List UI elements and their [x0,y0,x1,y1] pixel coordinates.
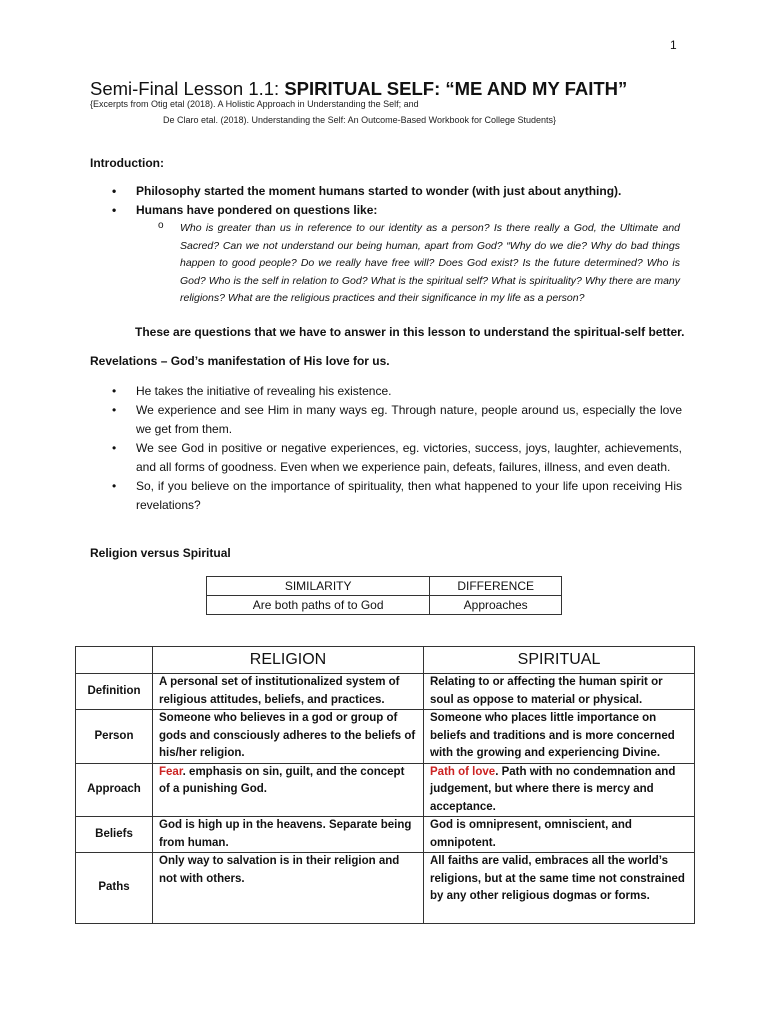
row-label: Beliefs [76,817,153,853]
list-item: • Humans have pondered on questions like: [112,201,682,220]
title-main: SPIRITUAL SELF: “ME AND MY FAITH” [284,78,628,99]
citation-line-1: {Excerpts from Otig etal (2018). A Holistic Approach in Understanding the Self; and [90,99,419,109]
table-row [76,674,695,710]
list-item: • He takes the initiative of revealing his existence. [112,382,682,401]
table-row [76,853,695,924]
spiritual-cell: All faiths are valid, embraces all the world’s religions, but at the same time not constrained by any other religious dogmas or forms. [424,853,695,924]
lesson-title [90,78,627,100]
revelations-list [112,382,682,515]
row-label: Paths [76,853,153,924]
bullet-icon: • [112,479,117,493]
introduction-closing: These are questions that we have to answer in this lesson to understand the spiritual-self better. [135,325,685,339]
religion-spiritual-comparison-table [75,646,695,924]
list-item: • We see God in positive or negative experiences, eg. victories, success, joys, laughter, achievements, and all forms of goodness. Even when we experience pain, defeats, failures, illness, and even death. [112,441,682,474]
column-header-religion: RELIGION [153,647,424,674]
table-row [76,817,695,853]
empty-corner-cell [76,647,153,674]
citation-line-2: De Claro etal. (2018). Understanding the Self: An Outcome-Based Workbook for College Students} [163,115,557,125]
introduction-heading: Introduction: [90,156,164,170]
religion-vs-spiritual-heading: Religion versus Spiritual [90,546,231,560]
table-cell: Are both paths of to God [207,596,430,615]
similarity-difference-table [206,576,562,615]
highlight-text: Path of love [430,765,496,778]
title-prefix: Semi-Final Lesson 1.1: [90,78,285,99]
table-row [76,763,695,817]
religion-cell: Fear. emphasis on sin, guilt, and the concept of a punishing God. [153,763,424,817]
religion-cell: Someone who believes in a god or group of gods and consciously adheres to the beliefs of his/her religion. [153,710,424,764]
row-label: Person [76,710,153,764]
questions-text: Who is greater than us in reference to our identity as a person? Is there really a God, the Ultimate and Sacred? Can we not understand our being human, apart from God? “Why do we die? Why do bad things happen to good people? Do we really have free will? Does God exist? Is the future determined? Who is God? Who is the self in relation to God? What is the spiritual self? What is spirituality? Why there are many religions? What are the religious practices and their significance in my life as a person? [180,222,680,304]
bullet-icon: • [112,203,117,217]
row-label: Approach [76,763,153,817]
spiritual-cell: Relating to or affecting the human spirit or soul as oppose to material or physical. [424,674,695,710]
table-cell: Approaches [430,596,562,615]
table-header-cell: SIMILARITY [207,577,430,596]
spiritual-cell: Someone who places little importance on beliefs and traditions and is more concerned with the growing and experiencing Divine. [424,710,695,764]
list-item: • We experience and see Him in many ways eg. Through nature, people around us, especially the love we get from them. [112,403,682,436]
list-item: • Philosophy started the moment humans started to wonder (with just about anything). [112,182,682,201]
bullet-icon: • [112,384,117,398]
religion-cell: God is high up in the heavens. Separate being from human. [153,817,424,853]
highlight-text: Fear [159,765,183,778]
bullet-icon: • [112,403,117,417]
table-header-row [76,647,695,674]
table-row [207,596,562,615]
table-row [76,710,695,764]
spiritual-cell: God is omnipresent, omniscient, and omnipotent. [424,817,695,853]
revelations-heading: Revelations – God’s manifestation of His love for us. [90,354,390,368]
religion-cell: A personal set of institutionalized system of religious attitudes, beliefs, and practices. [153,674,424,710]
table-header-cell: DIFFERENCE [430,577,562,596]
religion-cell: Only way to salvation is in their religion and not with others. [153,853,424,924]
spiritual-cell: Path of love. Path with no condemnation and judgement, but where there is mercy and acceptance. [424,763,695,817]
table-header-row [207,577,562,596]
bullet-icon: • [112,441,117,455]
column-header-spiritual: SPIRITUAL [424,647,695,674]
row-label: Definition [76,674,153,710]
introduction-list [112,182,682,220]
bullet-icon: • [112,184,117,198]
sub-bullet-icon: o [158,220,164,231]
list-item: • So, if you believe on the importance of spirituality, then what happened to your life upon receiving His revelations? [112,479,682,512]
page-number: 1 [670,38,677,52]
